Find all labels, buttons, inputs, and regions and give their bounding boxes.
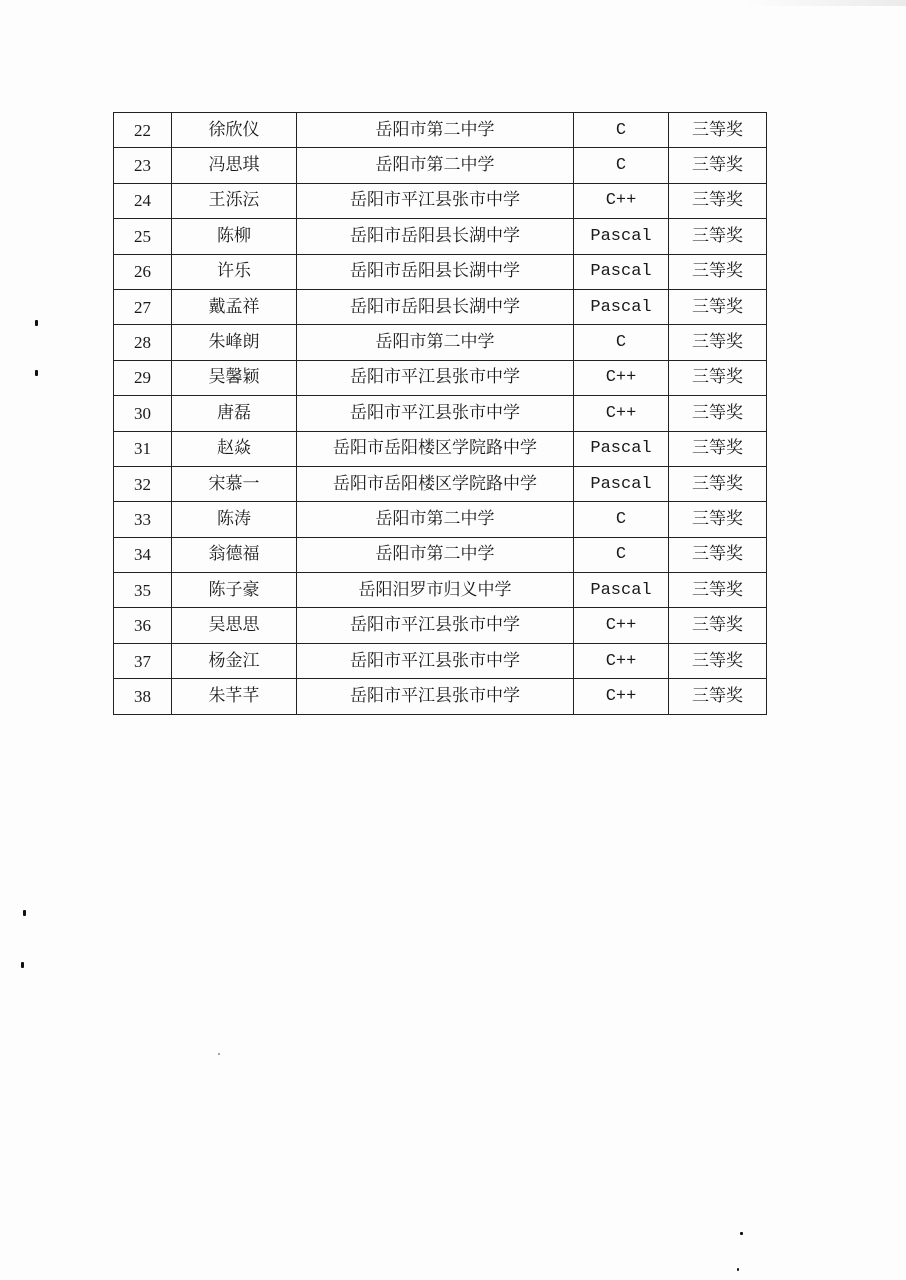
- cell-name: 翁德福: [172, 537, 297, 572]
- table-row: [114, 289, 767, 324]
- cell-language: C++: [574, 396, 669, 431]
- cell-name: 陈子豪: [172, 573, 297, 608]
- cell-name: 宋慕一: [172, 466, 297, 501]
- cell-language: C++: [574, 608, 669, 643]
- cell-language: C: [574, 148, 669, 183]
- cell-school: 岳阳市岳阳楼区学院路中学: [297, 466, 574, 501]
- cell-name: 许乐: [172, 254, 297, 289]
- award-table-body: [114, 113, 767, 715]
- scan-speck: [740, 1232, 743, 1235]
- cell-school: 岳阳市岳阳县长湖中学: [297, 254, 574, 289]
- cell-award: 三等奖: [669, 431, 767, 466]
- cell-language: C++: [574, 643, 669, 678]
- cell-language: C: [574, 113, 669, 148]
- cell-school: 岳阳市第二中学: [297, 537, 574, 572]
- cell-language: C++: [574, 679, 669, 714]
- cell-school: 岳阳市岳阳县长湖中学: [297, 289, 574, 324]
- cell-award: 三等奖: [669, 360, 767, 395]
- cell-number: 30: [114, 396, 172, 431]
- cell-school: 岳阳市岳阳楼区学院路中学: [297, 431, 574, 466]
- table-row: [114, 113, 767, 148]
- cell-school: 岳阳市平江县张市中学: [297, 396, 574, 431]
- cell-name: 朱芊芊: [172, 679, 297, 714]
- cell-school: 岳阳市平江县张市中学: [297, 679, 574, 714]
- cell-school: 岳阳市岳阳县长湖中学: [297, 219, 574, 254]
- cell-number: 29: [114, 360, 172, 395]
- cell-name: 赵焱: [172, 431, 297, 466]
- cell-name: 吴思思: [172, 608, 297, 643]
- table-row: [114, 254, 767, 289]
- cell-award: 三等奖: [669, 679, 767, 714]
- cell-award: 三等奖: [669, 537, 767, 572]
- cell-number: 32: [114, 466, 172, 501]
- cell-language: Pascal: [574, 573, 669, 608]
- cell-name: 唐磊: [172, 396, 297, 431]
- cell-award: 三等奖: [669, 502, 767, 537]
- scan-speck: [218, 1053, 220, 1055]
- cell-school: 岳阳汨罗市归义中学: [297, 573, 574, 608]
- cell-number: 26: [114, 254, 172, 289]
- cell-award: 三等奖: [669, 254, 767, 289]
- table-row: [114, 573, 767, 608]
- cell-award: 三等奖: [669, 608, 767, 643]
- cell-school: 岳阳市平江县张市中学: [297, 608, 574, 643]
- table-row: [114, 643, 767, 678]
- cell-language: C++: [574, 183, 669, 218]
- cell-number: 38: [114, 679, 172, 714]
- cell-language: Pascal: [574, 254, 669, 289]
- scan-speck: [737, 1268, 739, 1271]
- table-row: [114, 325, 767, 360]
- cell-school: 岳阳市第二中学: [297, 502, 574, 537]
- cell-language: C: [574, 325, 669, 360]
- cell-school: 岳阳市第二中学: [297, 113, 574, 148]
- cell-number: 28: [114, 325, 172, 360]
- cell-award: 三等奖: [669, 113, 767, 148]
- cell-number: 35: [114, 573, 172, 608]
- cell-name: 戴孟祥: [172, 289, 297, 324]
- cell-school: 岳阳市平江县张市中学: [297, 360, 574, 395]
- cell-language: Pascal: [574, 219, 669, 254]
- cell-award: 三等奖: [669, 325, 767, 360]
- scan-speck: [35, 320, 38, 326]
- cell-language: Pascal: [574, 289, 669, 324]
- table-row: [114, 148, 767, 183]
- cell-number: 37: [114, 643, 172, 678]
- table-row: [114, 608, 767, 643]
- cell-name: 朱峰朗: [172, 325, 297, 360]
- cell-name: 杨金江: [172, 643, 297, 678]
- cell-number: 36: [114, 608, 172, 643]
- scan-edge-shadow: [746, 0, 906, 6]
- cell-award: 三等奖: [669, 573, 767, 608]
- table-row: [114, 396, 767, 431]
- table-row: [114, 431, 767, 466]
- table-row: [114, 466, 767, 501]
- cell-award: 三等奖: [669, 219, 767, 254]
- cell-school: 岳阳市平江县张市中学: [297, 183, 574, 218]
- cell-name: 陈柳: [172, 219, 297, 254]
- cell-school: 岳阳市第二中学: [297, 148, 574, 183]
- table-row: [114, 537, 767, 572]
- cell-award: 三等奖: [669, 396, 767, 431]
- cell-award: 三等奖: [669, 466, 767, 501]
- scan-speck: [23, 910, 26, 916]
- cell-language: Pascal: [574, 431, 669, 466]
- cell-award: 三等奖: [669, 148, 767, 183]
- table-row: [114, 183, 767, 218]
- cell-language: C: [574, 537, 669, 572]
- cell-language: Pascal: [574, 466, 669, 501]
- cell-number: 33: [114, 502, 172, 537]
- cell-name: 陈涛: [172, 502, 297, 537]
- cell-school: 岳阳市第二中学: [297, 325, 574, 360]
- cell-number: 31: [114, 431, 172, 466]
- cell-number: 23: [114, 148, 172, 183]
- scan-speck: [35, 370, 38, 376]
- cell-name: 吴馨颖: [172, 360, 297, 395]
- table-row: [114, 679, 767, 714]
- award-table: [113, 112, 767, 715]
- table-row: [114, 502, 767, 537]
- cell-number: 27: [114, 289, 172, 324]
- table-row: [114, 219, 767, 254]
- cell-name: 冯思琪: [172, 148, 297, 183]
- cell-award: 三等奖: [669, 183, 767, 218]
- cell-school: 岳阳市平江县张市中学: [297, 643, 574, 678]
- cell-language: C: [574, 502, 669, 537]
- cell-name: 徐欣仪: [172, 113, 297, 148]
- cell-number: 25: [114, 219, 172, 254]
- cell-number: 22: [114, 113, 172, 148]
- cell-number: 24: [114, 183, 172, 218]
- cell-number: 34: [114, 537, 172, 572]
- scan-speck: [21, 962, 24, 968]
- table-row: [114, 360, 767, 395]
- cell-award: 三等奖: [669, 643, 767, 678]
- cell-award: 三等奖: [669, 289, 767, 324]
- cell-language: C++: [574, 360, 669, 395]
- cell-name: 王泺沄: [172, 183, 297, 218]
